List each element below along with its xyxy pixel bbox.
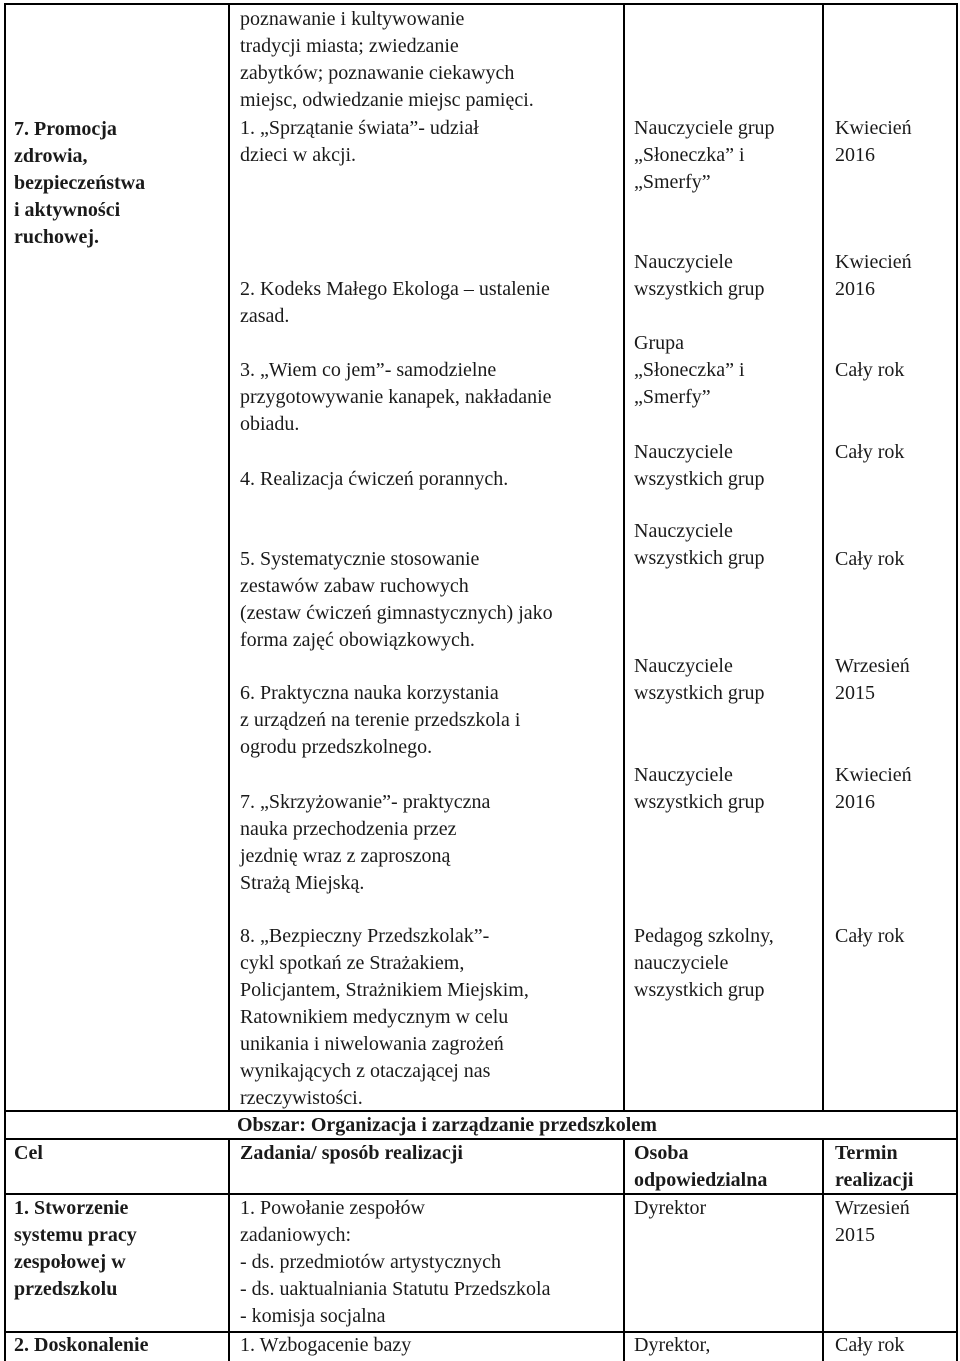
task-line: ogrodu przedszkolnego.	[240, 736, 433, 758]
row2-goal	[14, 1332, 224, 1359]
header-line: realizacji	[835, 1169, 914, 1191]
responsible-line: „Smerfy”	[634, 386, 711, 408]
goal-line: zespołowej w	[14, 1251, 126, 1273]
responsible-line: wszystkich grup	[634, 682, 765, 704]
goal-line: bezpieczeństwa	[14, 172, 146, 194]
col-border-2-upper	[623, 3, 625, 1111]
task-line: Strażą Miejską.	[240, 872, 365, 894]
responsible-line: wszystkich grup	[634, 468, 765, 490]
header-line: Zadania/ sposób realizacji	[240, 1142, 463, 1164]
header-cel	[14, 1140, 224, 1167]
task-line: 5. Systematycznie stosowanie	[240, 548, 480, 570]
responsible-line: „Słoneczka” i	[634, 144, 745, 166]
responsible-5	[634, 518, 819, 572]
task-line: przygotowywanie kanapek, nakładanie	[240, 386, 552, 408]
deadline-2	[835, 249, 953, 303]
task-line: 1. Wzbogacenie bazy	[240, 1334, 412, 1356]
row1-responsible	[634, 1195, 819, 1222]
header-line: Termin	[835, 1142, 898, 1164]
responsible-line: Nauczyciele	[634, 520, 733, 542]
responsible-line: Grupa	[634, 332, 684, 354]
col-border-3-upper	[822, 3, 824, 1111]
deadline-line: Kwiecień	[835, 117, 912, 139]
goal-line: ruchowej.	[14, 226, 99, 248]
responsible-line: Dyrektor	[634, 1197, 707, 1219]
task-8	[240, 923, 620, 1112]
col-border-1-upper	[228, 3, 230, 1111]
task-2	[240, 276, 620, 330]
deadline-line: Cały rok	[835, 548, 905, 570]
task-line: cykl spotkań ze Strażakiem,	[240, 952, 465, 974]
task-line: 4. Realizacja ćwiczeń porannych.	[240, 468, 509, 490]
col-border-0	[4, 3, 6, 1361]
responsible-line: nauczyciele	[634, 952, 729, 974]
responsible-line: Nauczyciele	[634, 441, 733, 463]
task-line: tradycji miasta; zwiedzanie	[240, 35, 459, 57]
deadline-3	[835, 357, 953, 384]
task-line: 6. Praktyczna nauka korzystania	[240, 682, 499, 704]
task-line: jezdnię wraz z zaproszoną	[240, 845, 451, 867]
responsible-7	[634, 762, 819, 816]
goal-line: zdrowia,	[14, 145, 88, 167]
col-border-4	[956, 3, 958, 1361]
task-line: zasad.	[240, 305, 290, 327]
task-line: 3. „Wiem co jem”- samodzielne	[240, 359, 497, 381]
col-border-3-lower	[822, 1138, 824, 1361]
task-3	[240, 357, 620, 438]
deadline-line: Cały rok	[835, 441, 905, 463]
responsible-1	[634, 115, 819, 196]
task-line: 1. „Sprzątanie świata”- udział	[240, 117, 479, 139]
task-line: - ds. uaktualniania Statutu Przedszkola	[240, 1278, 551, 1300]
responsible-line: Pedagog szkolny,	[634, 925, 774, 947]
task-line: z urządzeń na terenie przedszkola i	[240, 709, 521, 731]
header-line: Cel	[14, 1142, 43, 1164]
responsible-2	[634, 249, 819, 303]
deadline-line: Cały rok	[835, 359, 905, 381]
deadline-line: Cały rok	[835, 1334, 905, 1356]
responsible-line: Nauczyciele	[634, 764, 733, 786]
promotion-goal	[14, 116, 224, 251]
deadline-line: Wrzesień	[835, 1197, 910, 1219]
task-line: dzieci w akcji.	[240, 144, 357, 166]
deadline-line: Wrzesień	[835, 655, 910, 677]
task-line: unikania i niwelowania zagrożeń	[240, 1033, 504, 1055]
task-line: zestawów zabaw ruchowych	[240, 575, 469, 597]
task-line: obiadu.	[240, 413, 300, 435]
responsible-line: „Słoneczka” i	[634, 359, 745, 381]
task-line: zabytków; poznawanie ciekawych	[240, 62, 515, 84]
task-line: nauka przechodzenia przez	[240, 818, 457, 840]
task-7	[240, 789, 620, 897]
task-line: Ratownikiem medycznym w celu	[240, 1006, 509, 1028]
task-line: 1. Powołanie zespołów	[240, 1197, 425, 1219]
deadline-6	[835, 653, 953, 707]
task-4	[240, 466, 620, 493]
deadline-7	[835, 762, 953, 816]
responsible-4	[634, 439, 819, 493]
responsible-line: wszystkich grup	[634, 791, 765, 813]
responsible-6	[634, 653, 819, 707]
responsible-line: Nauczyciele	[634, 655, 733, 677]
task-line: - komisja socjalna	[240, 1305, 386, 1327]
deadline-line: 2015	[835, 1224, 875, 1246]
task-line: wynikających z otaczającej nas	[240, 1060, 491, 1082]
area-title: Obszar: Organizacja i zarządzanie przedszkolem	[237, 1114, 657, 1136]
responsible-line: wszystkich grup	[634, 979, 765, 1001]
task-6	[240, 680, 620, 761]
task-line: forma zajęć obowiązkowych.	[240, 629, 475, 651]
goal-line: 1. Stworzenie	[14, 1197, 129, 1219]
goal-line: i aktywności	[14, 199, 121, 221]
table-top-border	[4, 3, 957, 5]
responsible-line: „Smerfy”	[634, 171, 711, 193]
col-border-2-lower	[623, 1138, 625, 1361]
deadline-line: Cały rok	[835, 925, 905, 947]
task-line: 7. „Skrzyżowanie”- praktyczna	[240, 791, 491, 813]
header-line: odpowiedzialna	[634, 1169, 768, 1191]
task-line: rzeczywistości.	[240, 1087, 363, 1109]
task-intro	[240, 6, 620, 114]
responsible-line: Nauczyciele	[634, 251, 733, 273]
task-line: 8. „Bezpieczny Przedszkolak”-	[240, 925, 490, 947]
col-border-1-lower	[228, 1138, 230, 1361]
deadline-line: 2015	[835, 682, 875, 704]
row2-deadline	[835, 1332, 953, 1359]
responsible-8	[634, 923, 819, 1004]
responsible-3	[634, 330, 819, 411]
deadline-line: Kwiecień	[835, 251, 912, 273]
deadline-1	[835, 115, 953, 169]
goal-line: 2. Doskonalenie	[14, 1334, 149, 1356]
row1-deadline	[835, 1195, 953, 1249]
goal-line: przedszkolu	[14, 1278, 118, 1300]
deadline-line: 2016	[835, 278, 875, 300]
deadline-4	[835, 439, 953, 466]
header-line: Osoba	[634, 1142, 689, 1164]
header-osoba	[634, 1140, 819, 1194]
row2-task	[240, 1332, 620, 1359]
row2-responsible	[634, 1332, 819, 1359]
header-termin	[835, 1140, 953, 1194]
task-line: poznawanie i kultywowanie	[240, 8, 465, 30]
goal-line: systemu pracy	[14, 1224, 137, 1246]
task-line: zadaniowych:	[240, 1224, 352, 1246]
deadline-line: 2016	[835, 791, 875, 813]
responsible-line: Dyrektor,	[634, 1334, 711, 1356]
task-line: 2. Kodeks Małego Ekologa – ustalenie	[240, 278, 550, 300]
task-1	[240, 115, 620, 169]
goal-line: 7. Promocja	[14, 118, 117, 140]
task-line: - ds. przedmiotów artystycznych	[240, 1251, 502, 1273]
task-line: miejsc, odwiedzanie miejsc pamięci.	[240, 89, 534, 111]
deadline-line: Kwiecień	[835, 764, 912, 786]
responsible-line: Nauczyciele grup	[634, 117, 775, 139]
row1-goal	[14, 1195, 224, 1303]
task-5	[240, 546, 620, 654]
header-zadania	[240, 1140, 620, 1167]
task-line: Policjantem, Strażnikiem Miejskim,	[240, 979, 529, 1001]
responsible-line: wszystkich grup	[634, 547, 765, 569]
deadline-5	[835, 546, 953, 573]
row1-task	[240, 1195, 620, 1330]
task-line: (zestaw ćwiczeń gimnastycznych) jako	[240, 602, 553, 624]
deadline-line: 2016	[835, 144, 875, 166]
responsible-line: wszystkich grup	[634, 278, 765, 300]
deadline-8	[835, 923, 953, 950]
